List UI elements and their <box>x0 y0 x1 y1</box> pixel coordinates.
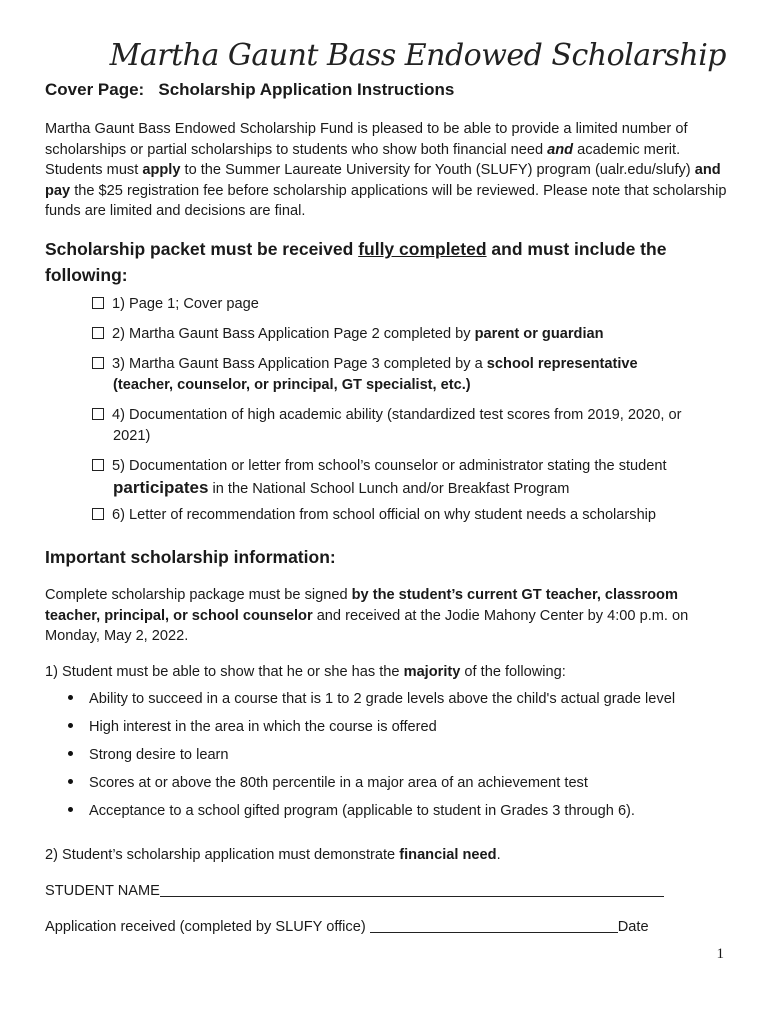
list-item <box>68 691 675 707</box>
bullet-icon <box>68 751 73 756</box>
important-text-bold: by the student’s current GT teacher, classroom teacher, principal, or school counselor <box>45 587 678 624</box>
application-received-line[interactable] <box>370 919 618 933</box>
application-received-field <box>45 917 735 938</box>
intro-and: and <box>547 141 574 158</box>
checklist-item-4-text: 4) Documentation of high academic ability (standardized test scores from 2019, 2020, or <box>112 407 682 423</box>
checklist-item-3 <box>92 354 732 396</box>
requirement-1-end: of the following: <box>460 664 566 680</box>
checklist-item-3-bold: school representative <box>486 356 638 372</box>
requirement-2-bold: financial need <box>399 847 497 863</box>
checklist-item-5-text: 5) Documentation or letter from school’s counselor or administrator stating the student <box>112 458 667 474</box>
intro-text-4: the $25 registration fee before scholarship applications will be reviewed. Please note that scholarship funds are limited and decisions are final. <box>45 182 727 219</box>
checklist-item-3-continuation: (teacher, counselor, or principal, GT specialist, etc.) <box>113 377 471 393</box>
checklist-item-5-participates: participates <box>113 478 209 497</box>
checklist-item-4-continuation: 2021) <box>113 428 151 444</box>
requirement-1 <box>45 662 735 683</box>
student-name-line[interactable] <box>160 883 664 897</box>
packet-heading-b: and must include the following: <box>45 239 667 285</box>
list-item <box>68 719 437 735</box>
cover-label: Cover Page: <box>45 80 145 99</box>
intro-apply: apply <box>142 162 181 178</box>
requirement-2-end: . <box>496 847 501 863</box>
checklist-item-1 <box>92 294 732 315</box>
bullet-text: Ability to succeed in a course that is 1 to 2 grade levels above the child's actual grade level <box>89 691 676 707</box>
checkbox-icon[interactable] <box>92 297 104 309</box>
packet-heading-underlined: fully completed <box>358 239 487 259</box>
checkbox-icon[interactable] <box>92 459 104 471</box>
intro-text-3: to the Summer Laureate University for Youth (SLUFY) program (ualr.edu/slufy) <box>180 162 695 178</box>
list-item <box>68 775 588 791</box>
requirement-1-bold: majority <box>403 664 461 680</box>
intro-text-1: Martha Gaunt Bass Endowed Scholarship Fund is pleased to be able to provide a limited number of scholarships or partial scholarships to students who show both financial need <box>45 121 688 158</box>
bullet-text: Scores at or above the 80th percentile in a major area of an achievement test <box>89 775 588 791</box>
requirement-2-text: 2) Student’s scholarship application must demonstrate <box>45 847 400 863</box>
checklist-item-2 <box>92 324 732 345</box>
bullet-icon <box>68 695 73 700</box>
requirement-1-text: 1) Student must be able to show that he or she has the <box>45 664 404 680</box>
checklist-item-6-text: 6) Letter of recommendation from school official on why student needs a scholarship <box>112 507 657 523</box>
checkbox-icon[interactable] <box>92 508 104 520</box>
date-label: Date <box>617 919 649 935</box>
important-heading: Important scholarship information: <box>45 547 336 567</box>
checklist-item-2-text: 2) Martha Gaunt Bass Application Page 2 completed by <box>112 326 475 342</box>
cover-title: Scholarship Application Instructions <box>158 80 455 99</box>
cover-page-heading <box>45 80 454 100</box>
checkbox-icon[interactable] <box>92 408 104 420</box>
page-number: 1 <box>716 946 724 962</box>
bullet-icon <box>68 779 73 784</box>
important-text-a: Complete scholarship package must be signed <box>45 587 352 603</box>
checklist-item-2-bold: parent or guardian <box>474 326 604 342</box>
checklist-item-3-text: 3) Martha Gaunt Bass Application Page 3 completed by a <box>112 356 487 372</box>
checklist-item-1-text: 1) Page 1; Cover page <box>112 296 259 312</box>
important-text-c: and received at the Jodie Mahony Center by 4:00 p.m. on Monday, May 2, 2022. <box>45 607 689 644</box>
intro-text-2: academic merit. Students must <box>45 141 681 178</box>
document-script-title: Martha Gaunt Bass Endowed Scholarship <box>109 38 726 73</box>
packet-heading-a: Scholarship packet must be received <box>45 239 359 259</box>
student-name-label: STUDENT NAME <box>45 883 160 899</box>
bullet-text: Acceptance to a school gifted program (applicable to student in Grades 3 through 6). <box>89 803 635 819</box>
student-name-field <box>45 881 735 902</box>
intro-and-pay: and pay <box>45 162 721 199</box>
application-received-label: Application received (completed by SLUFY office) <box>45 919 370 935</box>
checklist-item-6 <box>92 505 732 526</box>
checkbox-icon[interactable] <box>92 357 104 369</box>
bullet-icon <box>68 807 73 812</box>
requirement-2 <box>45 845 735 866</box>
checklist-item-5 <box>92 456 732 500</box>
bullet-icon <box>68 723 73 728</box>
bullet-text: Strong desire to learn <box>89 747 229 763</box>
checkbox-icon[interactable] <box>92 327 104 339</box>
checklist-item-5-continuation: in the National School Lunch and/or Breakfast Program <box>208 481 570 497</box>
checklist-item-4 <box>92 405 732 447</box>
intro-paragraph <box>45 119 735 222</box>
packet-heading <box>45 236 735 288</box>
list-item <box>68 747 229 763</box>
important-paragraph <box>45 585 735 647</box>
list-item <box>68 803 635 819</box>
bullet-text: High interest in the area in which the course is offered <box>89 719 437 735</box>
